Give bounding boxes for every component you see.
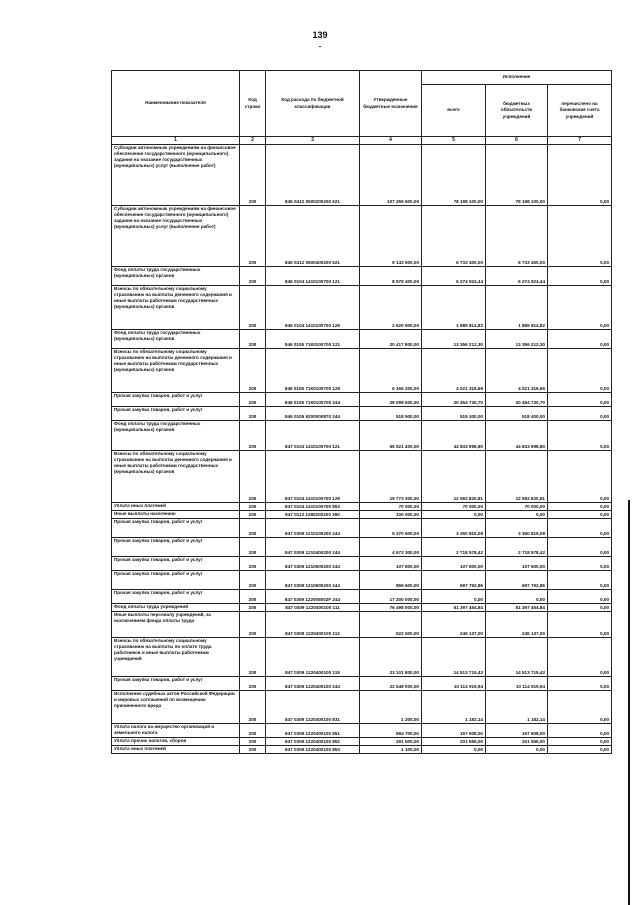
table-row [112, 677, 612, 691]
row-expense-code: 847 0309 1220400100 831 [266, 691, 360, 724]
row-name: Прочая закупка товаров, работ и услуг [112, 571, 240, 590]
row-name: Взносы по обязательному социальному страхованию на выплаты по оплате труда работников и иные выплаты работникам учреждений [112, 638, 240, 677]
row-transferred: 0,00 [548, 724, 612, 738]
row-total: 0,00 [422, 511, 486, 519]
row-expense-code: 847 0309 1220400100 119 [266, 638, 360, 677]
row-line-code: 200 [240, 590, 266, 604]
table-row [112, 451, 612, 503]
row-total: 3 360 815,08 [422, 519, 486, 538]
header-line-code: Код строки [240, 71, 266, 137]
row-line-code: 200 [240, 724, 266, 738]
row-transferred: 0,00 [548, 590, 612, 604]
row-transferred: 0,00 [548, 571, 612, 590]
row-name: Фонд оплаты труда государственных (муниципальных) органов [112, 330, 240, 349]
table-body [112, 145, 612, 754]
row-transferred: 0,00 [548, 503, 612, 511]
row-name: Взносы по обязательному социальному страхованию на выплаты денежного содержания и иные выплаты работникам государственных (муниципальных) органов [112, 286, 240, 330]
row-line-code: 200 [240, 349, 266, 393]
row-total: 1 889 814,82 [422, 286, 486, 330]
row-total: 0,00 [422, 590, 486, 604]
scan-dot [319, 46, 321, 47]
row-obligations: 44 833 998,80 [486, 421, 548, 451]
row-line-code: 200 [240, 612, 266, 638]
row-expense-code: 846 0105 71К0100700 121 [266, 330, 360, 349]
table-row [112, 519, 612, 538]
table-row [112, 612, 612, 638]
row-transferred: 0,00 [548, 393, 612, 407]
page-number: 139 [312, 30, 328, 40]
row-approved: 22 649 000,00 [360, 677, 422, 691]
row-line-code: 200 [240, 604, 266, 612]
row-obligations: 245 137,00 [486, 612, 548, 638]
row-expense-code: 846 0105 71К0100700 129 [266, 349, 360, 393]
row-transferred: 0,00 [548, 604, 612, 612]
row-obligations: 14 513 715,43 [486, 638, 548, 677]
row-name: Иные выплаты персоналу учреждений, за исключением фонда оплаты труда [112, 612, 240, 638]
row-total: 12 592 820,81 [422, 451, 486, 503]
row-approved: 23 101 800,00 [360, 638, 422, 677]
row-name: Взносы по обязательному социальному страхованию на выплаты денежного содержания и иные выплаты работникам государственных (муниципальных) органов [112, 349, 240, 393]
row-line-code: 200 [240, 451, 266, 503]
table-row [112, 724, 612, 738]
row-transferred: 0,00 [548, 451, 612, 503]
row-expense-code: 847 0309 1220400100 852 [266, 738, 360, 746]
table-row [112, 538, 612, 557]
row-line-code: 200 [240, 503, 266, 511]
header-total: всего [422, 85, 486, 137]
row-line-code: 200 [240, 393, 266, 407]
row-obligations: 12 592 820,81 [486, 451, 548, 503]
row-approved: 4 672 300,00 [360, 538, 422, 557]
header-approved: Утвержденные бюджетные назначения [360, 71, 422, 137]
table-row [112, 557, 612, 571]
row-transferred: 0,00 [548, 349, 612, 393]
table-row [112, 421, 612, 451]
row-expense-code: 847 0104 1410100700 129 [266, 451, 360, 503]
column-number-row [112, 137, 612, 145]
budget-execution-table [111, 70, 612, 754]
row-approved: 859 600,00 [360, 571, 422, 590]
row-total: 201 556,00 [422, 738, 486, 746]
row-obligations: 10 114 919,94 [486, 677, 548, 691]
row-line-code: 200 [240, 206, 266, 267]
row-expense-code: 847 0309 1220400100 853 [266, 746, 360, 754]
row-total: 6 274 924,44 [422, 267, 486, 286]
row-total: 107 600,00 [422, 557, 486, 571]
row-line-code: 200 [240, 511, 266, 519]
row-transferred: 0,00 [548, 286, 612, 330]
header-name: Наименование показателя [112, 71, 240, 137]
row-approved: 9 143 600,00 [360, 206, 422, 267]
row-expense-code: 847 0309 1220400100 244 [266, 677, 360, 691]
row-obligations: 3 360 815,08 [486, 519, 548, 538]
row-line-code: 200 [240, 738, 266, 746]
row-transferred: 0,00 [548, 267, 612, 286]
table-row [112, 738, 612, 746]
table-row [112, 206, 612, 267]
row-total: 78 198 100,00 [422, 145, 486, 206]
row-total: 0,00 [422, 746, 486, 754]
row-total: 157 608,00 [422, 724, 486, 738]
row-line-code: 200 [240, 286, 266, 330]
row-line-code: 200 [240, 557, 266, 571]
table-row [112, 349, 612, 393]
row-approved: 1 200,00 [360, 691, 422, 724]
row-approved: 107 600,00 [360, 557, 422, 571]
column-number: 3 [266, 137, 360, 145]
row-name: Прочая закупка товаров, работ и услуг [112, 393, 240, 407]
row-name: Прочая закупка товаров, работ и услуг [112, 538, 240, 557]
row-obligations: 201 556,00 [486, 738, 548, 746]
row-obligations: 6 274 924,44 [486, 267, 548, 286]
table-row [112, 604, 612, 612]
row-total: 44 833 998,80 [422, 421, 486, 451]
row-transferred: 0,00 [548, 746, 612, 754]
row-name: Прочая закупка товаров, работ и услуг [112, 407, 240, 421]
row-total: 14 513 715,43 [422, 638, 486, 677]
row-obligations: 157 608,00 [486, 724, 548, 738]
row-total: 10 114 919,94 [422, 677, 486, 691]
row-expense-code: 845 0412 0500200200 621 [266, 145, 360, 206]
row-approved: 19 773 300,00 [360, 451, 422, 503]
row-line-code: 200 [240, 519, 266, 538]
row-name: Уплата прочих налогов, сборов [112, 738, 240, 746]
row-approved: 6 166 200,00 [360, 349, 422, 393]
table-row [112, 407, 612, 421]
row-total: 245 137,00 [422, 612, 486, 638]
row-total: 2 718 578,42 [422, 538, 486, 557]
row-approved: 5 370 600,00 [360, 519, 422, 538]
row-total: 70 000,00 [422, 503, 486, 511]
row-total: 51 397 464,84 [422, 604, 486, 612]
row-total: 697 792,86 [422, 571, 486, 590]
row-obligations: 70 000,00 [486, 503, 548, 511]
table-row [112, 286, 612, 330]
row-approved: 17 200 000,00 [360, 590, 422, 604]
row-transferred: 0,00 [548, 330, 612, 349]
row-total: 6 733 400,00 [422, 206, 486, 267]
row-transferred: 0,00 [548, 691, 612, 724]
row-expense-code: 847 0309 1210600200 244 [266, 571, 360, 590]
row-name: Уплата иных платежей [112, 503, 240, 511]
column-number: 2 [240, 137, 266, 145]
row-total: 4 021 316,66 [422, 349, 486, 393]
row-transferred: 0,00 [548, 738, 612, 746]
row-obligations: 0,00 [486, 511, 548, 519]
row-expense-code: 847 0309 1210400200 244 [266, 538, 360, 557]
row-approved: 76 498 000,00 [360, 604, 422, 612]
row-line-code: 200 [240, 330, 266, 349]
row-approved: 518 900,00 [360, 407, 422, 421]
row-transferred: 0,00 [548, 638, 612, 677]
row-approved: 65 521 400,00 [360, 421, 422, 451]
header-expense-code: Код расхода по бюджетной классификации [266, 71, 360, 137]
row-total: 1 182,14 [422, 691, 486, 724]
row-line-code: 200 [240, 538, 266, 557]
row-approved: 291 500,00 [360, 738, 422, 746]
row-transferred: 0,00 [548, 145, 612, 206]
table-row [112, 571, 612, 590]
row-name: Прочая закупка товаров, работ и услуг [112, 519, 240, 538]
row-name: Фонд оплаты труда государственных (муниципальных) органов [112, 421, 240, 451]
row-obligations: 4 021 316,66 [486, 349, 548, 393]
row-expense-code: 846 0105 71К0100700 244 [266, 393, 360, 407]
row-obligations: 697 792,86 [486, 571, 548, 590]
row-obligations: 1 182,14 [486, 691, 548, 724]
row-expense-code: 847 0309 1220400100 851 [266, 724, 360, 738]
row-expense-code: 845 0412 0500400200 621 [266, 206, 360, 267]
row-approved: 584 700,00 [360, 724, 422, 738]
column-number: 4 [360, 137, 422, 145]
column-number: 7 [548, 137, 612, 145]
row-obligations: 20 454 730,70 [486, 393, 548, 407]
header-obligations: бюджетных обязательств учреждений [486, 85, 548, 137]
row-transferred: 0,00 [548, 511, 612, 519]
row-line-code: 200 [240, 746, 266, 754]
row-obligations: 0,00 [486, 590, 548, 604]
row-line-code: 200 [240, 421, 266, 451]
row-expense-code: 847 0309 1210100200 244 [266, 519, 360, 538]
row-name: Взносы по обязательному социальному страхованию на выплаты денежного содержания и иные выплаты работникам государственных (муниципальных) органов [112, 451, 240, 503]
table-row [112, 511, 612, 519]
row-name: Прочая закупка товаров, работ и услуг [112, 557, 240, 571]
row-name: Иные выплаты населению [112, 511, 240, 519]
row-approved: 100 000,00 [360, 511, 422, 519]
table-row [112, 691, 612, 724]
row-line-code: 200 [240, 145, 266, 206]
row-approved: 522 500,00 [360, 612, 422, 638]
row-approved: 107 256 500,00 [360, 145, 422, 206]
row-obligations: 107 600,00 [486, 557, 548, 571]
row-expense-code: 846 0104 1410100700 121 [266, 267, 360, 286]
row-approved: 20 417 800,00 [360, 330, 422, 349]
header-execution-group: Исполнение [422, 71, 612, 85]
row-expense-code: 847 0113 1280200200 360 [266, 511, 360, 519]
row-obligations: 0,00 [486, 746, 548, 754]
table-row [112, 638, 612, 677]
row-name: Прочая закупка товаров, работ и услуг [112, 590, 240, 604]
table-row [112, 746, 612, 754]
row-name: Субсидии автономным учреждениям на финансовое обеспечение государственного (муниципального) задания на оказание государственных (муниципальных) услуг (выполнение работ) [112, 206, 240, 267]
row-transferred: 0,00 [548, 421, 612, 451]
row-transferred: 0,00 [548, 206, 612, 267]
table-row [112, 393, 612, 407]
row-line-code: 200 [240, 677, 266, 691]
row-transferred: 0,00 [548, 612, 612, 638]
row-obligations: 78 198 100,00 [486, 145, 548, 206]
row-obligations: 1 889 814,82 [486, 286, 548, 330]
column-number: 5 [422, 137, 486, 145]
table-header [112, 71, 612, 145]
row-approved: 8 578 400,00 [360, 267, 422, 286]
table-row [112, 267, 612, 286]
row-name: Фонд оплаты труда государственных (муниципальных) органов [112, 267, 240, 286]
row-name: Фонд оплаты труда учреждений [112, 604, 240, 612]
row-name: Уплата налога на имущество организаций и земельного налога [112, 724, 240, 738]
row-total: 518 400,00 [422, 407, 486, 421]
column-number: 1 [112, 137, 240, 145]
row-transferred: 0,00 [548, 407, 612, 421]
row-total: 20 454 730,70 [422, 393, 486, 407]
row-approved: 28 099 500,00 [360, 393, 422, 407]
row-obligations: 2 718 578,42 [486, 538, 548, 557]
header-transferred: перечислено на банковские счета учреждений [548, 85, 612, 137]
row-expense-code: 846 0105 9200000870 244 [266, 407, 360, 421]
row-line-code: 200 [240, 638, 266, 677]
row-approved: 1 100,00 [360, 746, 422, 754]
row-name: Субсидии автономным учреждениям на финансовое обеспечение государственного (муниципального) задания на оказание государственных (муниципальных) услуг (выполнение работ) [112, 145, 240, 206]
row-expense-code: 847 0309 1220400100 111 [266, 604, 360, 612]
table-row [112, 590, 612, 604]
row-transferred: 0,00 [548, 519, 612, 538]
row-name: Исполнение судебных актов Российской Федерации и мировых соглашений по возмещению причиненного вреда [112, 691, 240, 724]
row-expense-code: 847 0309 1220400100 112 [266, 612, 360, 638]
row-line-code: 200 [240, 407, 266, 421]
column-number: 6 [486, 137, 548, 145]
row-expense-code: 846 0104 1410100700 129 [266, 286, 360, 330]
row-line-code: 200 [240, 267, 266, 286]
table-row [112, 145, 612, 206]
row-obligations: 518 400,00 [486, 407, 548, 421]
table-row [112, 503, 612, 511]
row-transferred: 0,00 [548, 677, 612, 691]
row-name: Уплата иных платежей [112, 746, 240, 754]
row-approved: 70 000,00 [360, 503, 422, 511]
row-approved: 2 620 900,00 [360, 286, 422, 330]
row-obligations: 13 356 212,30 [486, 330, 548, 349]
row-expense-code: 847 0309 122005002F 244 [266, 590, 360, 604]
row-obligations: 51 397 464,84 [486, 604, 548, 612]
row-line-code: 200 [240, 571, 266, 590]
row-transferred: 0,00 [548, 557, 612, 571]
row-line-code: 200 [240, 691, 266, 724]
row-expense-code: 847 0309 1210500200 244 [266, 557, 360, 571]
row-transferred: 0,00 [548, 538, 612, 557]
row-expense-code: 847 0104 1410100700 853 [266, 503, 360, 511]
row-expense-code: 847 0104 1410100700 121 [266, 421, 360, 451]
scan-edge-line [628, 500, 630, 905]
row-name: Прочая закупка товаров, работ и услуг [112, 677, 240, 691]
row-total: 13 356 212,30 [422, 330, 486, 349]
row-obligations: 6 733 400,00 [486, 206, 548, 267]
table-row [112, 330, 612, 349]
